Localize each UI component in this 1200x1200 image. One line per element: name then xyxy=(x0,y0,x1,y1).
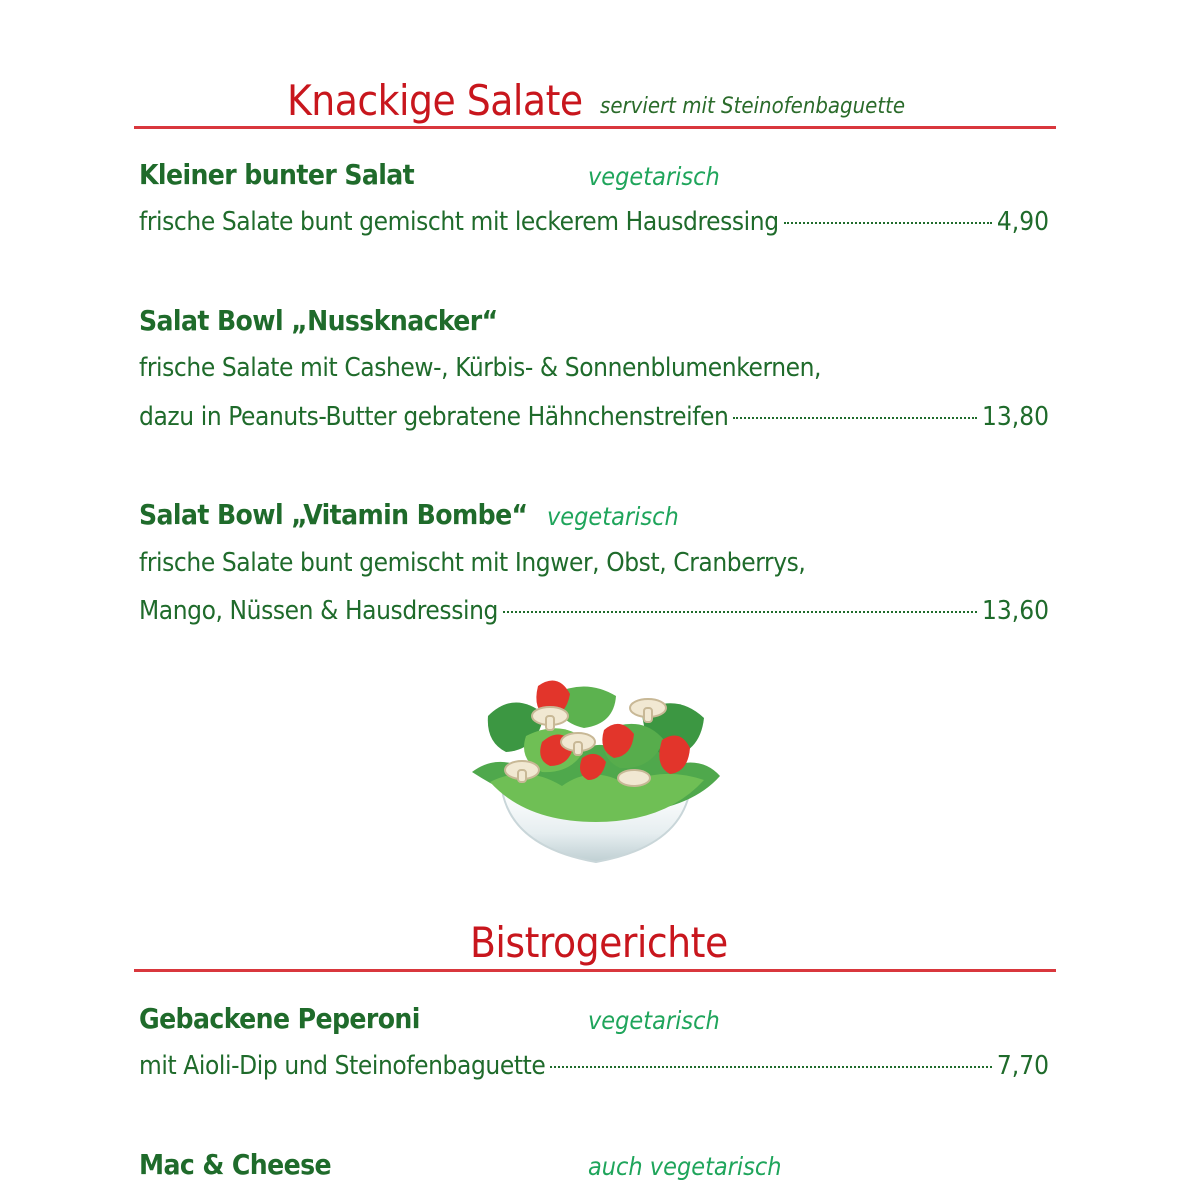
section-title-salads: Knackige Salate xyxy=(287,76,583,125)
dot-leader xyxy=(733,417,977,419)
dish-description: frische Salate bunt gemischt mit leckerem Hausdressing xyxy=(139,207,779,237)
section-subtitle-salads: serviert mit Steinofenbaguette xyxy=(600,94,906,119)
dot-leader xyxy=(784,222,992,224)
dish-description: frische Salate bunt gemischt mit Ingwer, Obst, Cranberrys, xyxy=(139,548,806,578)
dish-price: 4,90 xyxy=(996,207,1049,237)
dish-name: Mac & Cheese xyxy=(139,1148,331,1181)
dish-description: frische Salate mit Cashew-, Kürbis- & Sonnenblumenkernen, xyxy=(139,353,822,383)
dish-price: 13,80 xyxy=(982,402,1049,432)
dish-name: Gebackene Peperoni xyxy=(139,1002,420,1035)
section-divider xyxy=(134,126,1056,129)
section-divider xyxy=(134,969,1056,972)
section-title-bistro: Bistrogerichte xyxy=(470,918,728,967)
dish-price: 13,60 xyxy=(982,596,1049,626)
diet-tag: auch vegetarisch xyxy=(588,1152,782,1181)
dish-description-line xyxy=(139,207,1049,237)
dish-name: Kleiner bunter Salat xyxy=(139,158,415,191)
dish-name: Salat Bowl „Nussknacker“ xyxy=(139,304,498,337)
dot-leader xyxy=(550,1066,992,1068)
diet-tag: vegetarisch xyxy=(588,1006,720,1035)
dot-leader xyxy=(503,611,977,613)
dish-description: Mango, Nüssen & Hausdressing xyxy=(139,596,498,626)
dish-description: mit Aioli-Dip und Steinofenbaguette xyxy=(139,1051,546,1081)
salad-bowl-icon xyxy=(466,672,726,872)
dish-price: 7,70 xyxy=(996,1051,1049,1081)
dish-name: Salat Bowl „Vitamin Bombe“ xyxy=(139,498,528,531)
diet-tag: vegetarisch xyxy=(547,502,679,531)
diet-tag: vegetarisch xyxy=(588,162,720,191)
dish-description-line xyxy=(139,402,1049,432)
dish-description-line xyxy=(139,596,1049,626)
dish-description-line xyxy=(139,1051,1049,1081)
dish-description: dazu in Peanuts-Butter gebratene Hähnchenstreifen xyxy=(139,402,729,432)
